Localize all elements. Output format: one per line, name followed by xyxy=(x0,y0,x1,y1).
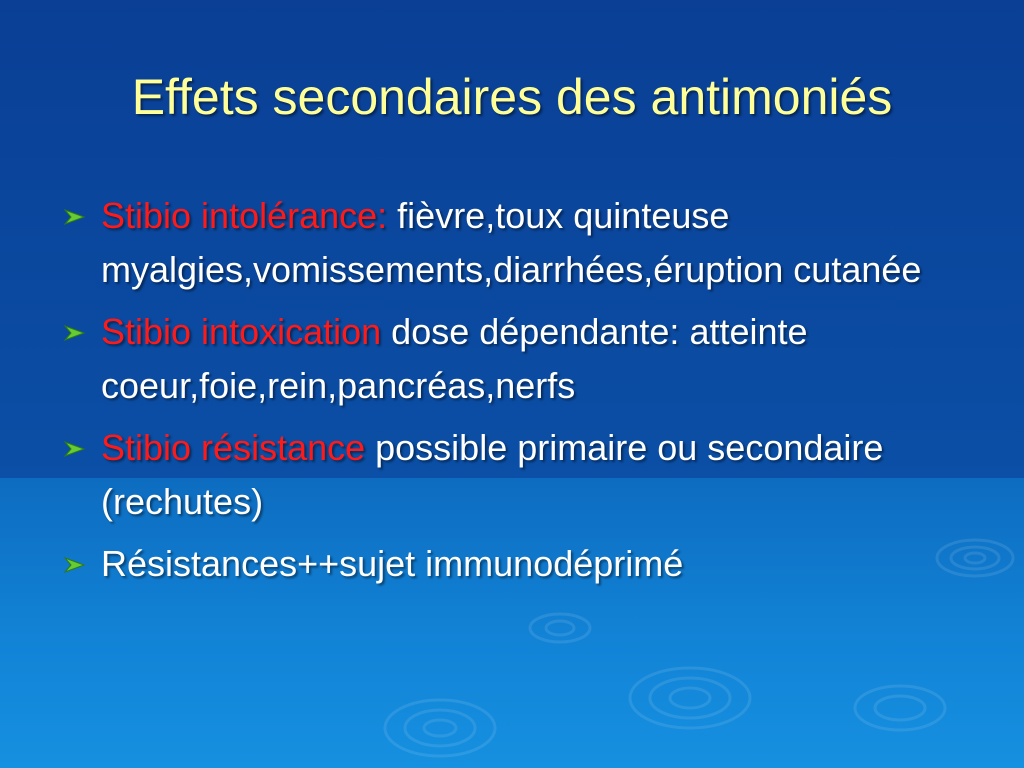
bullet-list xyxy=(64,189,984,599)
slide-title: Effets secondaires des antimoniés xyxy=(131,69,893,125)
bullet-highlight: Stibio intoxication xyxy=(101,311,382,352)
bullet-text: possible primaire ou secondaire (rechutes) xyxy=(101,427,884,522)
bullet-highlight: Stibio intolérance: xyxy=(101,195,388,236)
bullet-item-stibio-resistance xyxy=(64,421,984,529)
bullet-item-stibio-intolerance xyxy=(64,189,984,297)
bullet-highlight: Stibio résistance xyxy=(101,427,366,468)
bullet-item-resistances-immunodeprime xyxy=(64,537,984,591)
arrowhead-bullet-icon xyxy=(64,208,86,226)
bullet-text: dose dépendante: atteinte coeur,foie,rein,pancréas,nerfs xyxy=(101,311,808,406)
arrowhead-bullet-icon xyxy=(64,556,86,574)
bullet-text: fièvre,toux quinteuse myalgies,vomissements,diarrhées,éruption cutanée xyxy=(101,195,922,290)
arrowhead-bullet-icon xyxy=(64,440,86,458)
bullet-text: Résistances++sujet immunodéprimé xyxy=(101,543,684,584)
bullet-item-stibio-intoxication xyxy=(64,305,984,413)
arrowhead-bullet-icon xyxy=(64,324,86,342)
